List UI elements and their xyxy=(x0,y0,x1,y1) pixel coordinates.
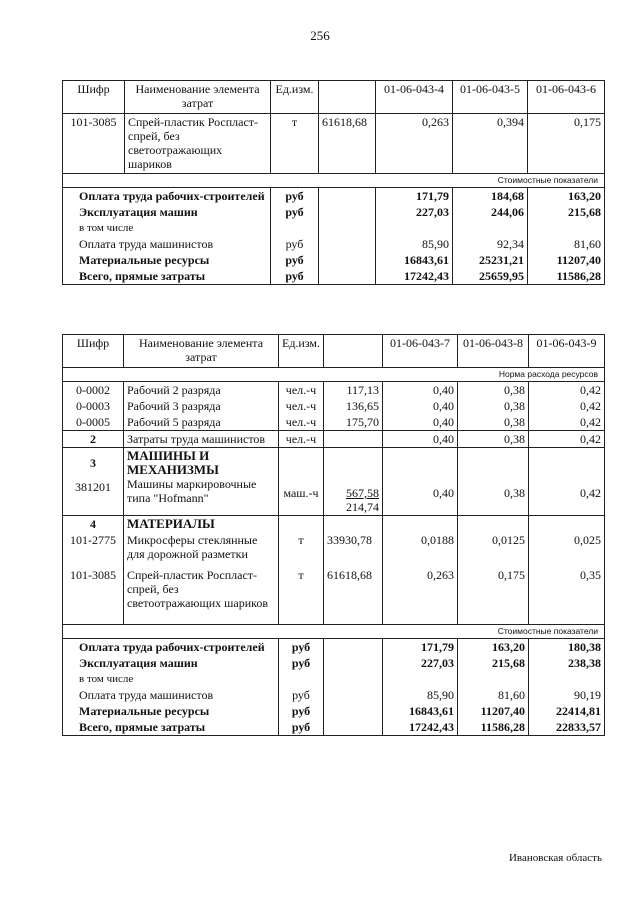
cost-row xyxy=(63,268,605,285)
row-value-1: 0,263 xyxy=(383,562,458,624)
row-value-1: 0,0188 xyxy=(383,532,458,562)
cost-unit: руб xyxy=(279,655,324,671)
cost-value-2: 25231,21 xyxy=(453,252,528,268)
cost-value-3: 163,20 xyxy=(528,188,605,205)
cost-row xyxy=(63,687,605,703)
machines-code: 3 xyxy=(90,456,96,470)
header-name: Наименование элемента затрат xyxy=(125,81,271,114)
cost-unit xyxy=(279,671,324,687)
row-value-1: 0,40 xyxy=(383,382,458,399)
cost-value-2: 92,34 xyxy=(453,236,528,252)
cost-value-3 xyxy=(528,220,605,236)
header-name: Наименование элемента затрат xyxy=(124,335,279,368)
row-price: 175,70 xyxy=(324,414,383,431)
cost-empty xyxy=(324,655,383,671)
row-price: 61618,68 xyxy=(324,562,383,624)
cost-row xyxy=(63,703,605,719)
header-unit: Ед.изм. xyxy=(271,81,319,114)
cost-value-1: 17242,43 xyxy=(376,268,453,285)
cost-unit: руб xyxy=(279,719,324,736)
cost-value-1: 171,79 xyxy=(376,188,453,205)
header-col-2: 01-06-043-5 xyxy=(453,81,528,114)
cost-unit: руб xyxy=(271,252,319,268)
cost-unit: руб xyxy=(279,687,324,703)
table-row xyxy=(63,114,605,174)
norm-label-row xyxy=(63,368,605,382)
section-label-row xyxy=(63,174,605,188)
cost-value-2 xyxy=(453,220,528,236)
machine-item-price: 567,58 xyxy=(346,486,379,500)
machine-value-1: 0,40 xyxy=(383,448,458,516)
cost-unit: руб xyxy=(279,638,324,655)
cost-empty xyxy=(319,268,376,285)
cost-value-1: 16843,61 xyxy=(376,252,453,268)
row-value-2: 0,0125 xyxy=(458,532,529,562)
section-label: Стоимостные показатели xyxy=(63,174,605,188)
row-value-1: 0,40 xyxy=(383,414,458,431)
cost-value-1: 16843,61 xyxy=(383,703,458,719)
cost-row xyxy=(63,204,605,220)
row-price: 33930,78 xyxy=(324,532,383,562)
cost-name: Эксплуатация машин xyxy=(63,204,271,220)
cost-name: в том числе xyxy=(63,671,279,687)
cost-value-3: 90,19 xyxy=(529,687,605,703)
cost-unit: руб xyxy=(271,188,319,205)
cost-empty xyxy=(324,719,383,736)
worker-row xyxy=(63,414,605,431)
row-name: Рабочий 3 разряда xyxy=(124,398,279,414)
cost-row xyxy=(63,220,605,236)
machine-item-code: 381201 xyxy=(75,480,111,494)
materials-title-row xyxy=(63,516,605,533)
cost-name: Всего, прямые затраты xyxy=(63,268,271,285)
row-unit: чел.-ч xyxy=(279,398,324,414)
row-value-1: 0,40 xyxy=(383,431,458,448)
row-name: Затраты труда машинистов xyxy=(124,431,279,448)
cost-name: Материальные ресурсы xyxy=(63,252,271,268)
row-value-3: 0,42 xyxy=(529,431,605,448)
header-code: Шифр xyxy=(63,335,124,368)
machine-item-unit: маш.-ч xyxy=(279,448,324,516)
cost-value-3: 81,60 xyxy=(528,236,605,252)
row-value-3: 0,42 xyxy=(529,398,605,414)
cost-row xyxy=(63,188,605,205)
cost-name: Эксплуатация машин xyxy=(63,655,279,671)
material-row xyxy=(63,562,605,624)
cost-name: Оплата труда машинистов xyxy=(63,236,271,252)
cost-value-3: 238,38 xyxy=(529,655,605,671)
row-price: 61618,68 xyxy=(319,114,376,174)
cost-value-2: 163,20 xyxy=(458,638,529,655)
machine-value-3: 0,42 xyxy=(529,448,605,516)
cost-value-2: 11586,28 xyxy=(458,719,529,736)
cost-table-1 xyxy=(62,80,605,285)
page-number: 256 xyxy=(310,28,330,43)
row-code: 101-3085 xyxy=(63,114,125,174)
header-col-1: 01-06-043-4 xyxy=(376,81,453,114)
cost-value-2: 244,06 xyxy=(453,204,528,220)
row-unit: чел.-ч xyxy=(279,431,324,448)
machines-title: МАШИНЫ И МЕХАНИЗМЫ xyxy=(127,448,219,477)
cost-row xyxy=(63,655,605,671)
cost-name: Всего, прямые затраты xyxy=(63,719,279,736)
row-unit: т xyxy=(279,532,324,562)
worker-row xyxy=(63,382,605,399)
cost-empty xyxy=(319,236,376,252)
row-code: 0-0005 xyxy=(63,414,124,431)
row-price: 117,13 xyxy=(324,382,383,399)
worker-row xyxy=(63,398,605,414)
row-value-2: 0,175 xyxy=(458,562,529,624)
cost-empty xyxy=(324,638,383,655)
row-name: Рабочий 2 разряда xyxy=(124,382,279,399)
row-value-2: 0,38 xyxy=(458,431,529,448)
machine-value-2: 0,38 xyxy=(458,448,529,516)
row-code: 2 xyxy=(63,431,124,448)
cost-value-3: 22414,81 xyxy=(529,703,605,719)
cost-table-2 xyxy=(62,334,605,736)
row-value-2: 0,38 xyxy=(458,382,529,399)
cost-value-3: 215,68 xyxy=(528,204,605,220)
cost-value-3: 180,38 xyxy=(529,638,605,655)
section-label: Стоимостные показатели xyxy=(63,624,605,638)
row-unit: чел.-ч xyxy=(279,414,324,431)
header-price xyxy=(324,335,383,368)
header-unit: Ед.изм. xyxy=(279,335,324,368)
row-code: 101-2775 xyxy=(63,532,124,562)
row-price: 136,65 xyxy=(324,398,383,414)
row-value-2: 0,38 xyxy=(458,414,529,431)
cost-empty xyxy=(324,671,383,687)
row-code: 0-0003 xyxy=(63,398,124,414)
cost-value-3: 11586,28 xyxy=(528,268,605,285)
region-footer: Ивановская область xyxy=(508,852,602,864)
row-unit: т xyxy=(279,562,324,624)
header-col-2: 01-06-043-8 xyxy=(458,335,529,368)
machine-item-name: Машины маркировочные типа "Hofmann" xyxy=(127,477,257,505)
cost-row xyxy=(63,252,605,268)
cost-value-1: 17242,43 xyxy=(383,719,458,736)
cost-name: Оплата труда рабочих-строителей xyxy=(63,638,279,655)
machine-item-price-sub: 214,74 xyxy=(346,500,379,514)
cost-value-2: 11207,40 xyxy=(458,703,529,719)
row-name: Рабочий 5 разряда xyxy=(124,414,279,431)
norm-label: Норма расхода ресурсов xyxy=(63,368,605,382)
cost-value-1: 227,03 xyxy=(376,204,453,220)
cost-unit xyxy=(271,220,319,236)
cost-row xyxy=(63,236,605,252)
header-price xyxy=(319,81,376,114)
cost-unit: руб xyxy=(271,236,319,252)
cost-value-3 xyxy=(529,671,605,687)
cost-empty xyxy=(324,703,383,719)
cost-unit: руб xyxy=(271,204,319,220)
row-name: Спрей-пластик Роспласт-спрей, без светоотражающих шариков xyxy=(125,114,271,174)
cost-empty xyxy=(319,252,376,268)
cost-name: в том числе xyxy=(63,220,271,236)
cost-value-1: 171,79 xyxy=(383,638,458,655)
cost-name: Материальные ресурсы xyxy=(63,703,279,719)
cost-empty xyxy=(319,188,376,205)
row-price xyxy=(324,431,383,448)
cost-value-2: 81,60 xyxy=(458,687,529,703)
cost-value-2: 184,68 xyxy=(453,188,528,205)
machines-section-row xyxy=(63,448,605,516)
row-value-1: 0,263 xyxy=(376,114,453,174)
cost-unit: руб xyxy=(271,268,319,285)
header-code: Шифр xyxy=(63,81,125,114)
row-value-3: 0,175 xyxy=(528,114,605,174)
row-value-3: 0,42 xyxy=(529,414,605,431)
row-code: 101-3085 xyxy=(63,562,124,624)
cost-name: Оплата труда машинистов xyxy=(63,687,279,703)
row-value-2: 0,38 xyxy=(458,398,529,414)
table-header-row xyxy=(63,335,605,368)
cost-value-2: 25659,95 xyxy=(453,268,528,285)
cost-value-3: 11207,40 xyxy=(528,252,605,268)
cost-empty xyxy=(319,204,376,220)
cost-value-2 xyxy=(458,671,529,687)
cost-name: Оплата труда рабочих-строителей xyxy=(63,188,271,205)
cost-value-1 xyxy=(383,671,458,687)
row-unit: чел.-ч xyxy=(279,382,324,399)
row-value-1: 0,40 xyxy=(383,398,458,414)
row-value-3: 0,35 xyxy=(529,562,605,624)
row-value-3: 0,025 xyxy=(529,532,605,562)
row-code: 0-0002 xyxy=(63,382,124,399)
cost-value-1: 227,03 xyxy=(383,655,458,671)
materials-code: 4 xyxy=(63,516,124,533)
cost-value-1: 85,90 xyxy=(383,687,458,703)
cost-unit: руб xyxy=(279,703,324,719)
table-header-row xyxy=(63,81,605,114)
row-value-2: 0,394 xyxy=(453,114,528,174)
cost-row xyxy=(63,719,605,736)
row-name: Спрей-пластик Роспласт-спрей, без светоотражающих шариков xyxy=(124,562,279,624)
row-value-3: 0,42 xyxy=(529,382,605,399)
cost-row xyxy=(63,671,605,687)
machinist-labor-row xyxy=(63,431,605,448)
cost-empty xyxy=(319,220,376,236)
row-unit: т xyxy=(271,114,319,174)
cost-empty xyxy=(324,687,383,703)
row-name: Микросферы стеклянные для дорожной разметки xyxy=(124,532,279,562)
cost-value-1 xyxy=(376,220,453,236)
section-label-row xyxy=(63,624,605,638)
materials-title: МАТЕРИАЛЫ xyxy=(124,516,279,533)
material-row xyxy=(63,532,605,562)
header-col-3: 01-06-043-6 xyxy=(528,81,605,114)
cost-row xyxy=(63,638,605,655)
cost-value-2: 215,68 xyxy=(458,655,529,671)
header-col-1: 01-06-043-7 xyxy=(383,335,458,368)
cost-value-1: 85,90 xyxy=(376,236,453,252)
cost-value-3: 22833,57 xyxy=(529,719,605,736)
header-col-3: 01-06-043-9 xyxy=(529,335,605,368)
